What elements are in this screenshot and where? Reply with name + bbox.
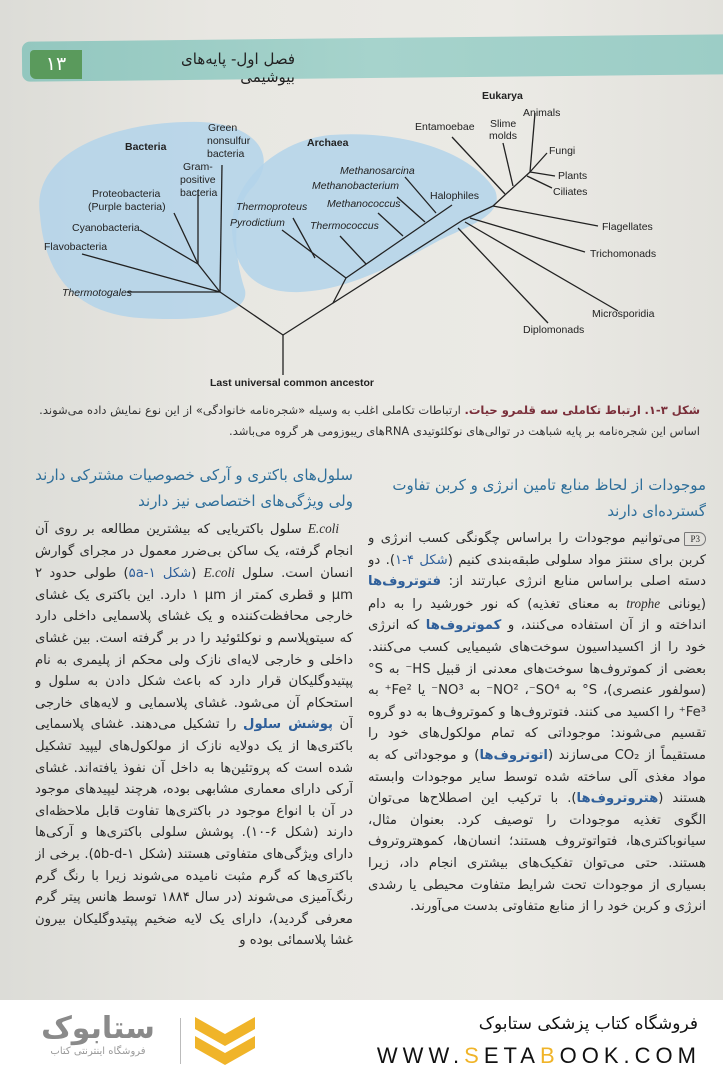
taxon-label: bacteria <box>207 148 245 160</box>
root-label: Last universal common ancestor <box>210 377 374 389</box>
domain-label-archaea: Archaea <box>307 137 349 149</box>
taxon-label: Animals <box>523 107 561 119</box>
figure-reference: شکل ۵a-۱ <box>128 566 192 582</box>
taxon-label: Thermoproteus <box>236 201 308 213</box>
domain-label-eukarya: Eukarya <box>482 90 523 102</box>
section-heading: موجودات از لحاظ منابع تامین انرژی و کربن تفاوت گسترده‌ای دارند <box>392 476 706 520</box>
right-column <box>368 472 706 1000</box>
caption-text: ارتباطات تکاملی اغلب به وسیله «شجره‌نامه خانوادگی» از این نوع نمایش داده می‌شوند. اساس این شجره‌نامه بر پایه شباهت در توالی‌های نوکلئوتیدی RNAهای ریبوزومی هر گروه می‌باشد. <box>39 403 700 438</box>
url-part: B <box>539 1043 560 1068</box>
url-part: ETA <box>483 1043 540 1068</box>
url-part: S <box>464 1043 484 1068</box>
italic-term: trophe <box>626 595 661 611</box>
taxon-label: Slime <box>490 118 517 130</box>
taxon-label: Methanobacterium <box>312 180 399 192</box>
taxon-label: Fungi <box>549 145 576 157</box>
text-run: ). دو دسته اصلی براساس منابع انرژی عبارتند از: <box>368 552 706 590</box>
p3-marker: P3 <box>684 532 706 546</box>
taxon-label: molds <box>489 130 518 142</box>
domain-label-bacteria: Bacteria <box>125 141 167 153</box>
store-footer <box>0 1000 723 1080</box>
phylogenetic-tree-figure <box>0 85 723 395</box>
chevron-logo-icon <box>190 1012 260 1070</box>
url-part: WWW. <box>376 1043 465 1068</box>
figure-reference: شکل ۴-۱ <box>395 552 448 568</box>
text-run: می‌توانیم موجودات را براساس چگونگی کسب انرژی و کربن برای سنتز مواد سلولی طبقه‌بندی کنیم ( <box>368 531 706 568</box>
caption-number: شکل ۳-۱. <box>644 403 700 417</box>
text-run: ) طولی حدود ‎۲ μm‏ و قطری کمتر از ‎۱ μm‏ دارد. این باکتری یک غشای خارجی محافظت‌کننده و یک غشای پلاسمایی داخلی دارد که سیتوپلاسم و نوکلئوئید را در بر گرفته است. بین غشای داخلی و خارجی لایه‌ای نازک ولی محکم از پلیمری به نام پپتیدوگلیکان قرار دارد که باعث شکل دادن به سلول و استحکام آن می‌شود. غشای پلاسمایی و لایه‌های خارجی آن <box>35 566 353 733</box>
key-term: کموتروف‌ها <box>425 618 502 634</box>
taxon-label: Cyanobacteria <box>72 222 140 234</box>
taxon-label: Green <box>208 122 238 134</box>
taxon-label: Thermococcus <box>310 220 379 232</box>
url-part: OOK.COM <box>559 1043 701 1068</box>
key-term: هتروتروف‌ها <box>576 791 659 807</box>
taxon-label: bacteria <box>180 187 218 199</box>
taxon-label: Proteobacteria <box>92 188 161 200</box>
logo-divider <box>180 1018 181 1064</box>
store-url[interactable] <box>377 1043 701 1069</box>
paragraph <box>368 528 706 918</box>
taxon-label: Plants <box>558 170 588 182</box>
key-term: فتوتروف‌ها <box>368 574 442 590</box>
taxon-label: positive <box>180 174 216 186</box>
taxon-label: Trichomonads <box>590 248 657 260</box>
text-run: ) و موجوداتی که به مواد مغذی آلی ساخته شده توسط سایر موجودات وابسته هستند ( <box>368 747 706 807</box>
left-column <box>35 462 353 1000</box>
brand-logo[interactable] <box>38 1012 158 1057</box>
taxon-label: Methanosarcina <box>340 165 415 177</box>
taxon-label: Flagellates <box>602 221 653 233</box>
brand-tagline: فروشگاه اینترنتی کتاب <box>50 1046 146 1057</box>
section-heading: سلول‌های باکتری و آرکی خصوصیات مشترکی دارند ولی ویژگی‌های اختصاصی نیز دارند <box>35 466 353 510</box>
text-run: سلول باکتریایی که بیشترین مطالعه بر روی آن انجام گرفته، یک ساکن بی‌ضرر معمول در مجرای گوارش انسان است. سلول <box>35 522 353 582</box>
caption-title: ارتباط تکاملی سه قلمرو حیات. <box>464 403 641 417</box>
chapter-header-band <box>22 34 723 81</box>
taxon-label: nonsulfur <box>207 135 251 147</box>
paragraph-text <box>368 531 706 914</box>
text-run: را تشکیل می‌دهند. غشای پلاسمایی باکتری‌ها از یک دولایه نازک از مولکول‌های لیپید تشکیل شده است که پروتئین‌ها به داخل آن نفوذ یافته‌اند. غشای آرکی دارای معماری مشابهی بوده، هرچند لیپیدهای موجود در آن با انواع موجود در باکتری‌ها تفاوت قابل ملاحظه‌ای دارند (شکل ۶-۱۰). پوشش سلولی باکتری‌ها و آرکی‌ها دارای ویژگی‌های متفاوتی هستند (شکل ۵b-d-۱). برخی از باکتری‌ها که گرم مثبت نامیده می‌شوند زیرا با رنگ گرم رنگ‌آمیزی می‌شوند (در سال ۱۸۸۴ توسط هانس پیتر گرم معرفی گردید)، دارای یک لایه ضخیم پپتیدوگلیکان بیرون غشا پلاسمائی بوده و <box>35 717 353 949</box>
key-term: پوشش سلول <box>243 717 333 733</box>
paragraph <box>35 518 353 952</box>
text-run: (یونانی <box>660 596 706 612</box>
taxon-label: Methanococcus <box>327 198 401 210</box>
archaea-region <box>232 134 497 292</box>
taxon-label: Flavobacteria <box>44 241 108 253</box>
text-run: ( <box>191 566 204 582</box>
italic-term: E.coli <box>203 565 235 581</box>
chapter-title: فصل اول- پایه‌های بیوشیمی <box>181 50 295 86</box>
page-number: ۱۳ <box>30 50 82 79</box>
store-name: فروشگاه کتاب پزشکی ستابوک <box>478 1014 698 1034</box>
taxon-label: Pyrodictium <box>230 217 285 229</box>
taxon-label: Diplomonads <box>523 324 585 336</box>
taxon-label: Entamoebae <box>415 121 475 133</box>
brand-name: ستابوک <box>41 1011 155 1046</box>
key-term: اتوتروف‌ها <box>479 747 548 763</box>
text-run: ). با ترکیب این اصطلاح‌ها می‌توان الگوی تغذیه موجودات را توصیف کرد. بعنوان مثال، سیانوباکتری‌ها، فتواتوتروف هستند؛ انسان‌ها، کموهتروتروف هستند. حتی می‌توان تفکیک‌های بیشتری انجام داد، زیرا بسیاری از موجودات تحت شرایط متفاوت محیطی یا رشدی انرژی و کربن خود را از منابع متفاوتی بدست می‌آورند. <box>368 791 706 915</box>
taxon-label: Microsporidia <box>592 308 655 320</box>
taxon-label: Ciliates <box>553 186 588 198</box>
taxon-label: (Purple bacteria) <box>88 201 166 213</box>
taxon-label: Thermotogales <box>62 287 133 299</box>
text-run: که انرژی خود را از اکسیداسیون سوخت‌های شیمیایی کسب می‌کنند. بعضی از کموتروف‌ها سوخت‌های معدنی از قبیل ‎HS⁻‏ به ‎S°‏ (سولفور عنصری)، ‎S°‏ به ‎SO⁴⁻‏، ‎NO²⁻‏ به ‎NO³⁻‏ یا ‎Fe²⁺‏ به ‎Fe³⁺‏ را اکسید می کنند. فتوتروف‌ها و کموتروف‌ها به دو گروه تقسیم می‌شوند: موجوداتی که تمام مولکول‌های خود را مستقیماً از ‎CO₂‏ می‌سازند ( <box>368 618 706 763</box>
italic-term: E.coli <box>307 521 339 536</box>
figure-caption <box>30 400 700 442</box>
taxon-label: Gram- <box>183 161 213 173</box>
paragraph-text <box>35 522 353 948</box>
text-run: به معنای تغذیه) که نور خورشید را به دام انداخته و از آن استفاده می‌کنند، و <box>368 596 706 634</box>
taxon-label: Halophiles <box>430 190 480 202</box>
